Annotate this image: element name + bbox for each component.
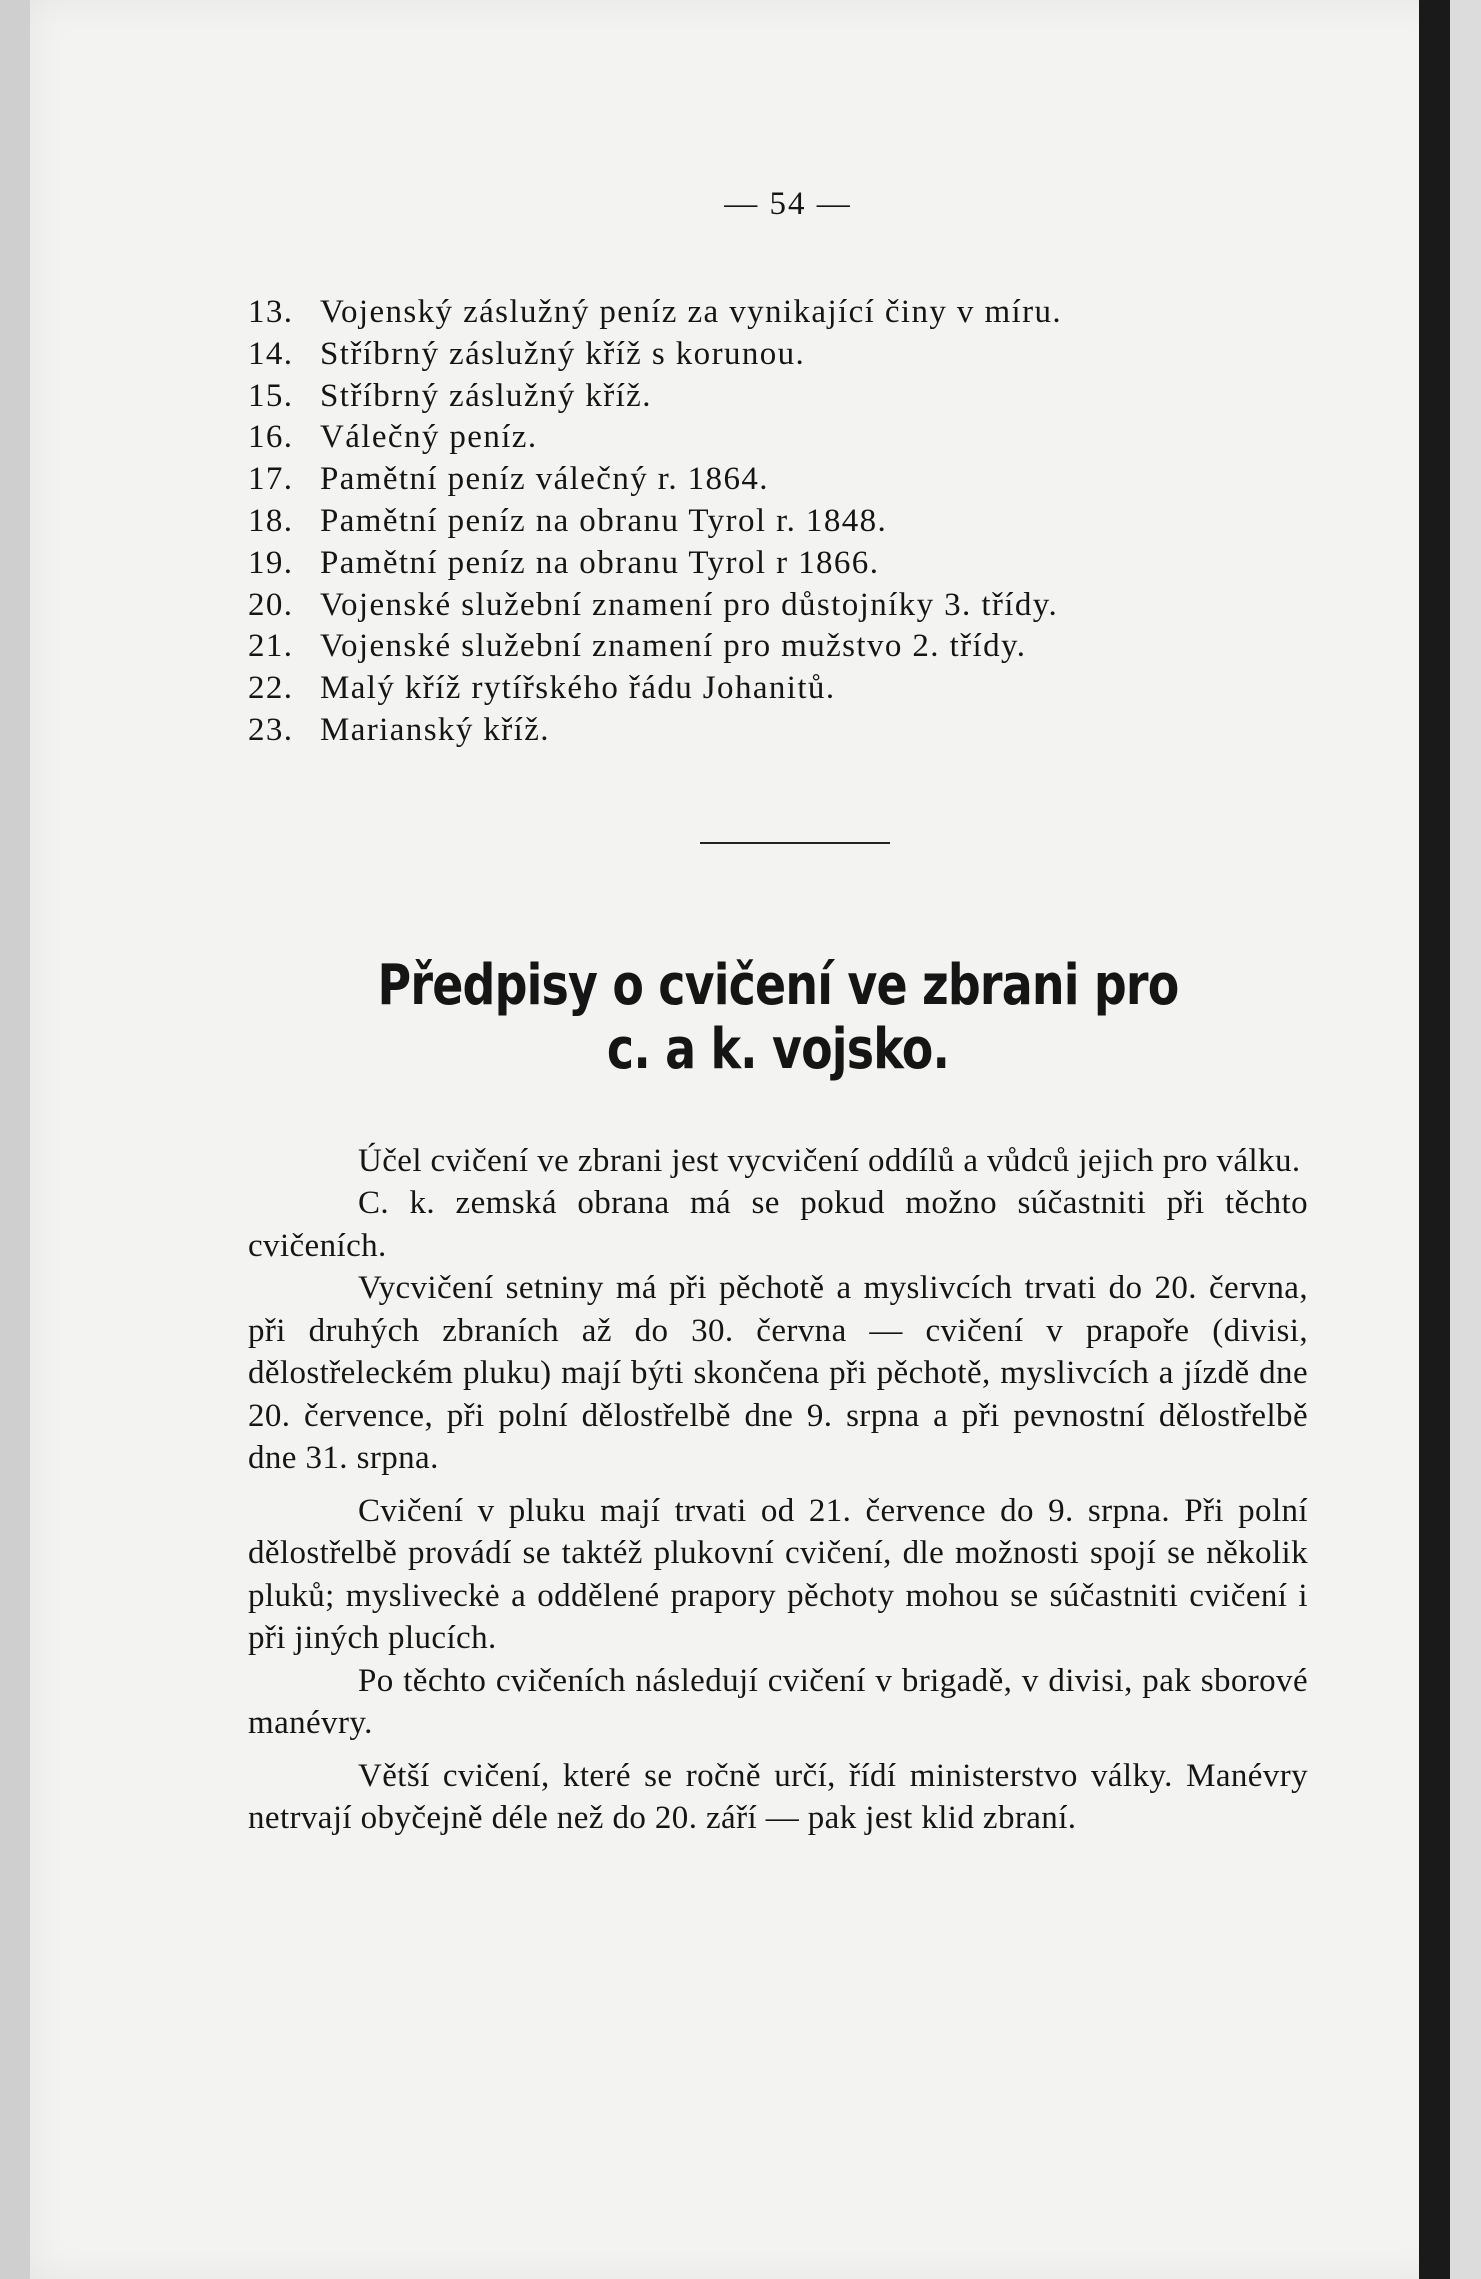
scan-right-edge <box>1419 0 1450 2279</box>
section-heading <box>343 954 1212 1082</box>
list-item: 18. Pamětní peníz na obranu Tyrol r. 1848. <box>248 502 888 539</box>
list-item: 15. Stříbrný záslužný kříž. <box>248 377 652 414</box>
heading-line-2: c. a k. vojsko. <box>606 1016 950 1082</box>
section-divider <box>700 842 890 844</box>
body-text <box>248 1140 1308 1840</box>
heading-line-1: Předpisy o cvičení ve zbrani pro <box>377 952 1179 1018</box>
book-page <box>30 0 1450 2279</box>
decoration-list <box>248 292 1308 752</box>
list-item: 20. Vojenské služební znamení pro důstojníky 3. třídy. <box>248 586 1059 623</box>
paragraph: C. k. zemská obrana má se pokud možno súčastniti při těchto cvičeních. <box>248 1185 1308 1264</box>
list-item: 21. Vojenské služební znamení pro mužstvo 2. třídy. <box>248 628 1027 665</box>
scan-left-margin <box>0 0 30 2279</box>
paragraph: Cvičení v pluku mají trvati od 21. července do 9. srpna. Při polní dělostřelbě provádí se taktéž plukovní cvičení, dle možnosti spojí se několik pluků; mysliveckė a oddělené prapory pěchoty mohou se súčastniti cvičení i při jiných plucích. <box>248 1492 1308 1657</box>
paragraph: Po těchto cvičeních následují cvičení v brigadě, v divisi, pak sborové manévry. <box>248 1662 1308 1742</box>
page-number: — 54 — <box>724 186 852 222</box>
paragraph: Účel cvičení ve zbrani jest vycvičení oddílů a vůdců jejich pro válku. <box>358 1142 1301 1179</box>
list-item: 22. Malý kříž rytířského řádu Johanitů. <box>248 670 836 707</box>
paragraph: Vycvičení setniny má při pěchotě a myslivcích trvati do 20. června, při druhých zbraních až do 30. června — cvičení v prapoře (divisi, dělostřeleckém pluku) mají býti skončena při pěchotě, myslivcích a jízdě dne 20. července, při polní dělostřelbě dne 9. srpna a při pevnostní dělostřelbě dne 31. srpna. <box>248 1270 1308 1477</box>
list-item: 16. Válečný peníz. <box>248 419 538 456</box>
list-item: 17. Pamětní peníz válečný r. 1864. <box>248 461 769 498</box>
page-content <box>248 180 1308 1840</box>
list-item: 23. Marianský kříž. <box>248 711 550 748</box>
list-item: 19. Pamětní peníz na obranu Tyrol r 1866. <box>248 544 880 581</box>
list-item: 13. Vojenský záslužný peníz za vynikající činy v míru. <box>248 294 1063 330</box>
list-item: 14. Stříbrný záslužný kříž s korunou. <box>248 335 806 372</box>
paragraph: Větší cvičení, které se ročně určí, řídí ministerstvo války. Manévry netrvají obyčejně déle než do 20. září — pak jest klid zbraní. <box>248 1757 1308 1837</box>
